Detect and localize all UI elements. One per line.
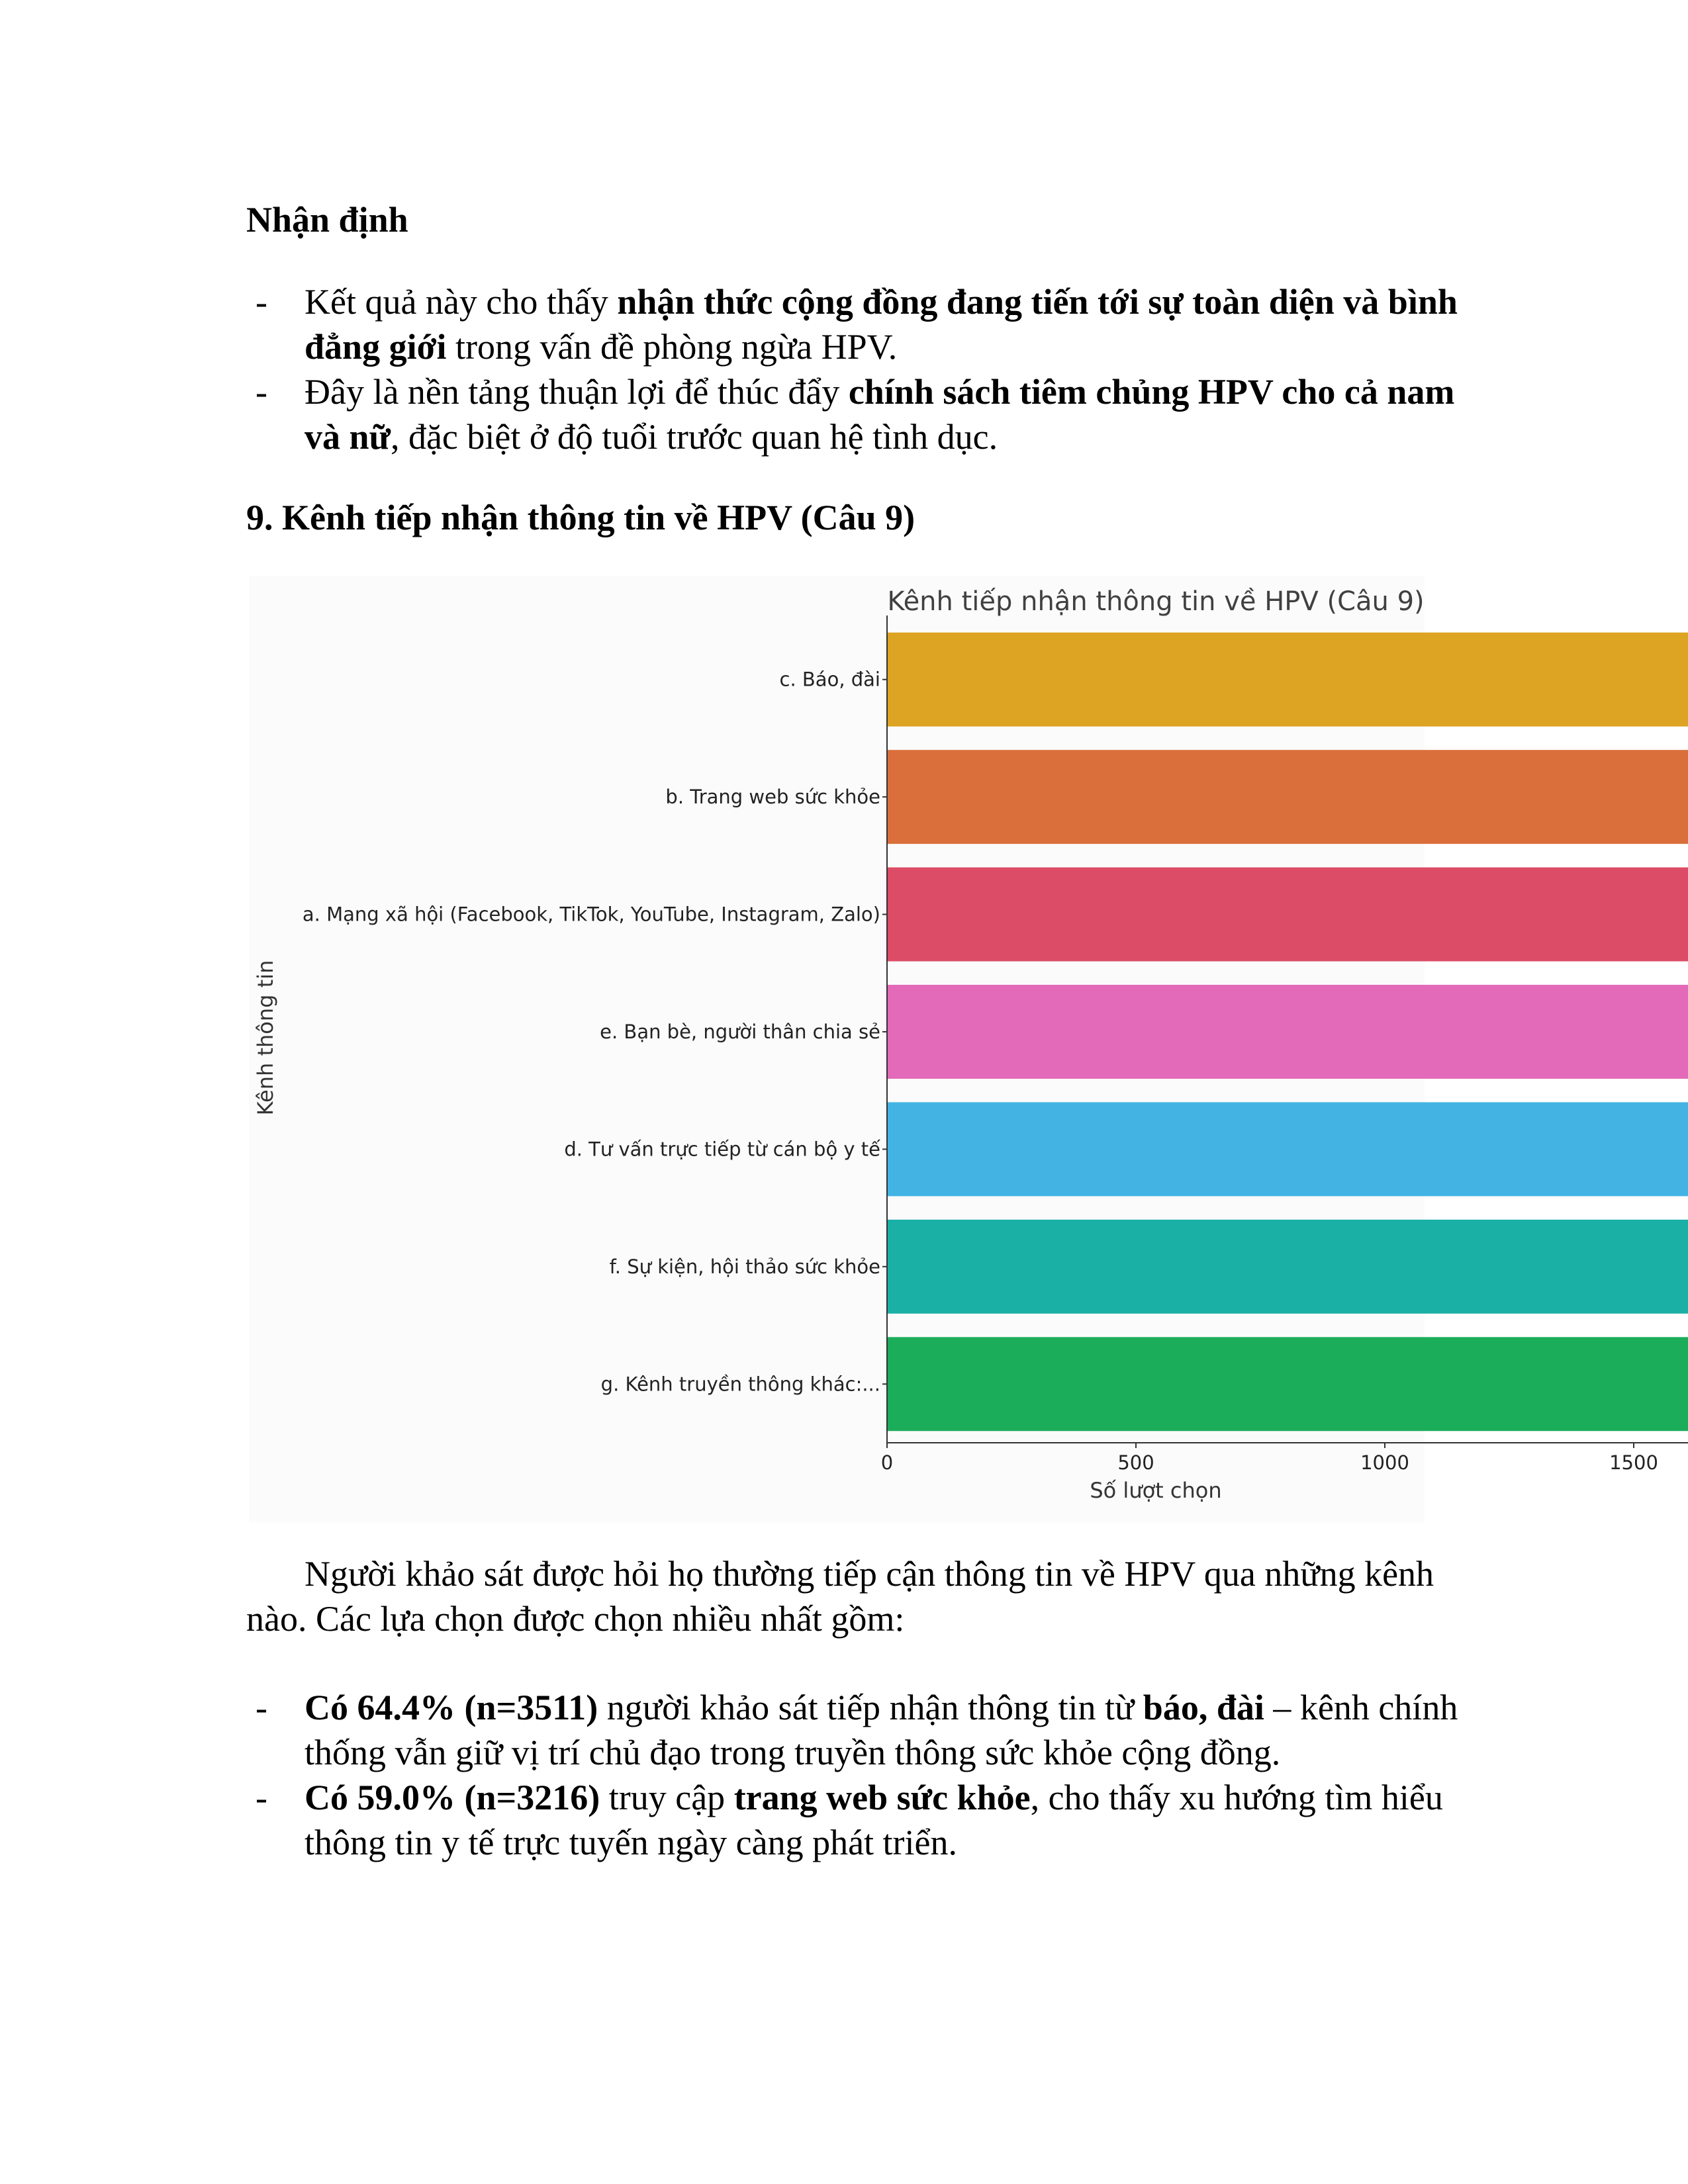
bullet-text: – kênh chính thống vẫn giữ vị trí chủ đạo trong truyền thông sức khỏe cộng đồng. bbox=[305, 1688, 1458, 1772]
bullet-text: trong vấn đề phòng ngừa HPV. bbox=[446, 327, 898, 367]
bars-group bbox=[887, 633, 1688, 1432]
x-tick-label: 500 bbox=[1117, 1451, 1154, 1474]
bullet-text: người khảo sát tiếp nhận thông tin từ bbox=[598, 1688, 1143, 1727]
bullet-bold-text: Có 64.4% (n=3511) bbox=[305, 1688, 598, 1727]
category-label: d. Tư vấn trực tiếp từ cán bộ y tế bbox=[564, 1138, 880, 1161]
bullet-bold-text: báo, đài bbox=[1143, 1688, 1264, 1727]
bullet-dash: - bbox=[256, 1688, 267, 1727]
bar-chart bbox=[249, 576, 1658, 1522]
category-labels-group bbox=[303, 668, 880, 1396]
bullet-text: Đây là nền tảng thuận lợi để thúc đẩy bbox=[305, 372, 849, 412]
bar bbox=[887, 868, 1688, 962]
x-tick-label: 1500 bbox=[1609, 1451, 1658, 1474]
x-tick-label: 0 bbox=[880, 1451, 894, 1474]
bullet-text: Kết quả này cho thấy bbox=[305, 282, 618, 322]
x-axis-label: Số lượt chọn bbox=[1090, 1478, 1222, 1503]
bullet-text: , đặc biệt ở độ tuổi trước quan hệ tình dục. bbox=[390, 417, 998, 457]
bar bbox=[887, 633, 1688, 727]
bullet-bold-text: nhận thức cộng đồng đang tiến tới sự toàn diện và bình đẳng giới bbox=[305, 282, 1458, 367]
bullet-dash: - bbox=[256, 1778, 267, 1817]
x-tick-label: 1000 bbox=[1360, 1451, 1409, 1474]
bullet-dash: - bbox=[256, 282, 267, 322]
category-label: b. Trang web sức khỏe bbox=[665, 786, 880, 809]
chart-title: Kênh tiếp nhận thông tin về HPV (Câu 9) bbox=[887, 586, 1425, 617]
bullet-bold-text: trang web sức khỏe bbox=[733, 1778, 1031, 1817]
bullet-text: , cho thấy xu hướng tìm hiểu thông tin y tế trực tuyến ngày càng phát triển. bbox=[305, 1778, 1443, 1862]
category-label: e. Bạn bè, người thân chia sẻ bbox=[600, 1021, 880, 1043]
list-item bbox=[246, 1775, 1477, 1865]
bar bbox=[887, 1337, 1688, 1431]
category-label: a. Mạng xã hội (Facebook, TikTok, YouTube, Instagram, Zalo) bbox=[302, 903, 880, 926]
intro-paragraph: Người khảo sát được hỏi họ thường tiếp cận thông tin về HPV qua những kênh nào. Các lựa chọn được chọn nhiều nhất gồm: bbox=[246, 1554, 1434, 1639]
section-heading-9: 9. Kênh tiếp nhận thông tin về HPV (Câu 9) bbox=[246, 498, 915, 537]
bullet-bold-text: chính sách tiêm chủng HPV cho cả nam và nữ bbox=[305, 372, 1455, 457]
list-item bbox=[246, 369, 1477, 459]
category-label: c. Báo, đài bbox=[779, 668, 880, 691]
bullet-bold-text: Có 59.0% (n=3216) bbox=[305, 1778, 600, 1817]
nhan-dinh-bullet-list bbox=[246, 279, 1477, 459]
y-axis-label: Kênh thông tin bbox=[253, 960, 278, 1116]
bullet-dash: - bbox=[256, 372, 267, 412]
chart-figure bbox=[249, 576, 1658, 1522]
findings-bullet-list bbox=[246, 1685, 1477, 1865]
section-heading-nhan-dinh: Nhận định bbox=[246, 200, 408, 240]
bullet-text: truy cập bbox=[600, 1778, 734, 1817]
bar bbox=[887, 1220, 1688, 1314]
bar bbox=[887, 750, 1688, 844]
category-label: f. Sự kiện, hội thảo sức khỏe bbox=[609, 1255, 880, 1278]
list-item bbox=[246, 1685, 1477, 1775]
list-item bbox=[246, 279, 1477, 369]
bar bbox=[887, 1102, 1688, 1196]
category-label: g. Kênh truyền thông khác:... bbox=[600, 1373, 880, 1396]
bar bbox=[887, 985, 1688, 1079]
x-ticks-group bbox=[881, 1443, 1688, 1474]
